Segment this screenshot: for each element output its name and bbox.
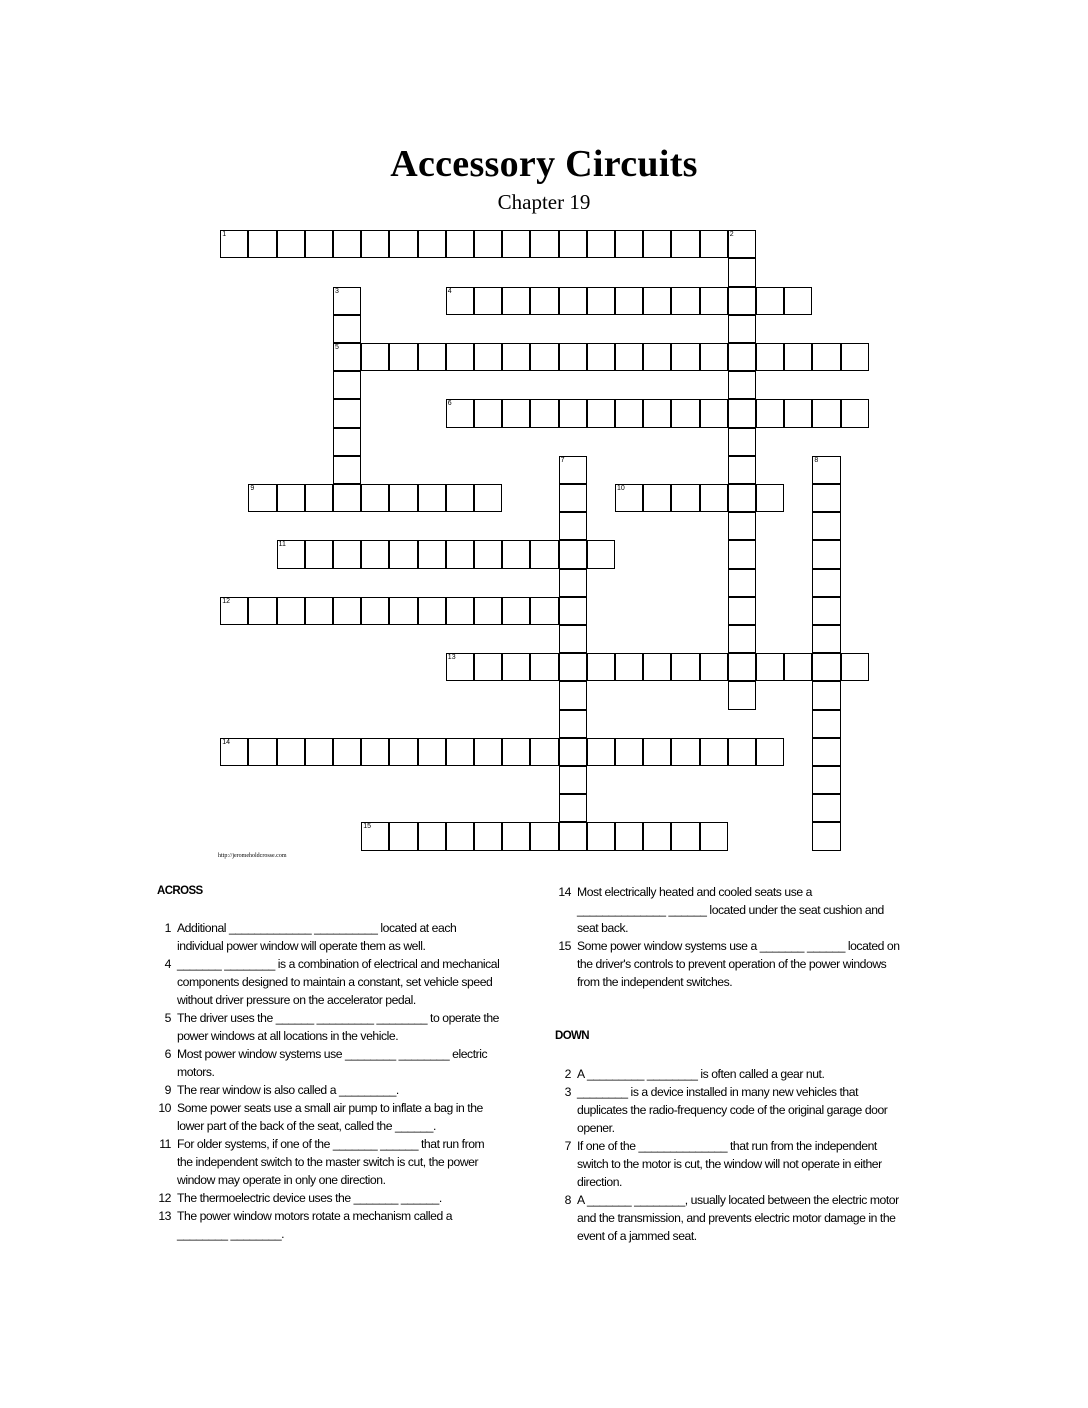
grid-cell[interactable] xyxy=(728,258,756,286)
grid-cell[interactable] xyxy=(812,512,840,540)
grid-cell[interactable] xyxy=(305,597,333,625)
grid-cell[interactable] xyxy=(728,540,756,568)
clue-item-text: The driver uses the ______ _________ ________ to operate the power windows at all locations in the vehicle. xyxy=(177,1011,499,1043)
grid-cell[interactable] xyxy=(418,484,446,512)
grid-cell[interactable] xyxy=(643,653,671,681)
grid-cell[interactable] xyxy=(559,822,587,850)
grid-cell[interactable] xyxy=(248,597,276,625)
grid-cell[interactable] xyxy=(248,484,276,512)
clue-number: 8 xyxy=(814,456,819,464)
grid-cell[interactable] xyxy=(812,597,840,625)
clue-item-number: 3 xyxy=(564,1085,571,1099)
down-heading: DOWN xyxy=(555,1030,590,1042)
grid-cell[interactable] xyxy=(756,484,784,512)
clue-item-number: 2 xyxy=(564,1067,571,1081)
grid-cell[interactable] xyxy=(671,822,699,850)
grid-cell[interactable] xyxy=(530,653,558,681)
clue-item xyxy=(155,1081,500,1099)
grid-cell[interactable] xyxy=(389,597,417,625)
grid-cell[interactable] xyxy=(812,822,840,850)
grid-cell[interactable] xyxy=(502,653,530,681)
clue-item xyxy=(155,1207,500,1243)
clue-number: 14 xyxy=(222,738,230,746)
clue-item-number: 1 xyxy=(164,921,171,935)
grid-cell[interactable] xyxy=(474,597,502,625)
grid-cell[interactable] xyxy=(615,653,643,681)
grid-cell[interactable] xyxy=(474,343,502,371)
grid-cell[interactable] xyxy=(361,343,389,371)
grid-cell[interactable] xyxy=(671,484,699,512)
grid-cell[interactable] xyxy=(502,287,530,315)
grid-cell[interactable] xyxy=(671,343,699,371)
grid-cell[interactable] xyxy=(446,399,474,427)
grid-cell[interactable] xyxy=(418,822,446,850)
grid-cell[interactable] xyxy=(812,794,840,822)
grid-cell[interactable] xyxy=(333,597,361,625)
grid-cell[interactable] xyxy=(446,484,474,512)
clue-item-text: Most power window systems use ________ ________ electric motors. xyxy=(177,1047,488,1079)
grid-cell[interactable] xyxy=(784,399,812,427)
clue-item xyxy=(155,919,500,955)
grid-cell[interactable] xyxy=(333,371,361,399)
grid-cell[interactable] xyxy=(615,738,643,766)
grid-cell[interactable] xyxy=(530,597,558,625)
grid-cell[interactable] xyxy=(812,738,840,766)
grid-cell[interactable] xyxy=(615,343,643,371)
grid-cell[interactable] xyxy=(474,822,502,850)
grid-cell[interactable] xyxy=(643,287,671,315)
grid-cell[interactable] xyxy=(559,597,587,625)
grid-cell[interactable] xyxy=(841,399,869,427)
grid-cell[interactable] xyxy=(700,822,728,850)
grid-cell[interactable] xyxy=(333,315,361,343)
grid-cell[interactable] xyxy=(700,399,728,427)
grid-cell[interactable] xyxy=(812,399,840,427)
clue-item xyxy=(555,1137,905,1191)
grid-cell[interactable] xyxy=(305,484,333,512)
grid-cell[interactable] xyxy=(812,710,840,738)
grid-cell[interactable] xyxy=(474,540,502,568)
clue-item xyxy=(155,1099,500,1135)
grid-cell[interactable] xyxy=(643,822,671,850)
grid-cell[interactable] xyxy=(559,484,587,512)
grid-cell[interactable] xyxy=(333,399,361,427)
grid-cell[interactable] xyxy=(728,625,756,653)
grid-cell[interactable] xyxy=(559,569,587,597)
grid-cell[interactable] xyxy=(389,343,417,371)
grid-cell[interactable] xyxy=(559,287,587,315)
clue-number: 13 xyxy=(447,654,456,662)
grid-cell[interactable] xyxy=(305,230,333,258)
clue-item-number: 13 xyxy=(158,1209,171,1223)
grid-cell[interactable] xyxy=(474,738,502,766)
grid-cell[interactable] xyxy=(559,710,587,738)
grid-cell[interactable] xyxy=(728,653,756,681)
grid-cell[interactable] xyxy=(361,597,389,625)
grid-cell[interactable] xyxy=(530,738,558,766)
grid-cell[interactable] xyxy=(587,540,615,568)
clue-item-number: 4 xyxy=(164,957,171,971)
grid-cell[interactable] xyxy=(643,738,671,766)
grid-cell[interactable] xyxy=(559,625,587,653)
clue-item xyxy=(155,1045,500,1081)
grid-cell[interactable] xyxy=(502,597,530,625)
grid-cell[interactable] xyxy=(700,343,728,371)
grid-cell[interactable] xyxy=(418,597,446,625)
grid-cell[interactable] xyxy=(502,343,530,371)
across-clues-continued xyxy=(555,883,900,991)
grid-cell[interactable] xyxy=(812,653,840,681)
clue-item-number: 7 xyxy=(564,1139,571,1153)
grid-cell[interactable] xyxy=(756,738,784,766)
grid-cell[interactable] xyxy=(728,738,756,766)
grid-cell[interactable] xyxy=(474,287,502,315)
grid-cell[interactable] xyxy=(728,512,756,540)
clue-number: 7 xyxy=(560,456,565,464)
clue-item xyxy=(155,1135,500,1189)
clue-item-number: 8 xyxy=(564,1193,571,1207)
grid-cell[interactable] xyxy=(728,230,756,258)
clue-item-number: 14 xyxy=(558,885,571,899)
grid-cell[interactable] xyxy=(333,484,361,512)
clue-item-number: 9 xyxy=(164,1083,171,1097)
grid-cell[interactable] xyxy=(643,230,671,258)
grid-cell[interactable] xyxy=(502,399,530,427)
grid-cell[interactable] xyxy=(559,681,587,709)
grid-cell[interactable] xyxy=(559,343,587,371)
clue-item-text: ________ is a device installed in many new vehicles that duplicates the radio-frequency code of the original garage door opener. xyxy=(577,1085,888,1135)
grid-cell[interactable] xyxy=(305,738,333,766)
grid-cell[interactable] xyxy=(418,230,446,258)
grid-cell[interactable] xyxy=(812,766,840,794)
grid-cell[interactable] xyxy=(756,653,784,681)
clue-item-number: 10 xyxy=(158,1101,171,1115)
clue-item-text: Most electrically heated and cooled seats use a ______________ ______ located under the seat cushion and seat back. xyxy=(577,885,884,935)
grid-cell[interactable] xyxy=(446,822,474,850)
grid-cell[interactable] xyxy=(333,287,361,315)
clue-item xyxy=(555,1083,905,1137)
grid-cell[interactable] xyxy=(446,738,474,766)
grid-cell[interactable] xyxy=(587,738,615,766)
grid-cell[interactable] xyxy=(728,399,756,427)
grid-cell[interactable] xyxy=(333,230,361,258)
source-url: http://jeromeholdcrosse.com xyxy=(218,853,287,859)
grid-cell[interactable] xyxy=(587,230,615,258)
clue-item-text: _______ ________ is a combination of electrical and mechanical components designed to maintain a constant, set vehicle speed without driver pressure on the accelerator pedal. xyxy=(177,957,500,1007)
grid-cell[interactable] xyxy=(812,484,840,512)
clue-item xyxy=(555,1191,905,1245)
grid-cell[interactable] xyxy=(530,287,558,315)
grid-cell[interactable] xyxy=(389,230,417,258)
clue-item-number: 15 xyxy=(558,939,571,953)
grid-cell[interactable] xyxy=(643,399,671,427)
clue-number: 2 xyxy=(729,231,734,239)
grid-cell[interactable] xyxy=(474,653,502,681)
grid-cell[interactable] xyxy=(812,456,840,484)
grid-cell[interactable] xyxy=(728,315,756,343)
grid-cell[interactable] xyxy=(333,343,361,371)
clue-number: 10 xyxy=(617,485,625,492)
grid-cell[interactable] xyxy=(446,540,474,568)
grid-cell[interactable] xyxy=(418,343,446,371)
grid-cell[interactable] xyxy=(812,343,840,371)
grid-cell[interactable] xyxy=(502,822,530,850)
across-heading: ACROSS xyxy=(157,885,203,897)
grid-cell[interactable] xyxy=(418,540,446,568)
grid-cell[interactable] xyxy=(389,540,417,568)
grid-cell[interactable] xyxy=(530,399,558,427)
grid-cell[interactable] xyxy=(559,399,587,427)
grid-cell[interactable] xyxy=(474,399,502,427)
grid-cell[interactable] xyxy=(559,540,587,568)
grid-cell[interactable] xyxy=(361,484,389,512)
grid-cell[interactable] xyxy=(812,540,840,568)
grid-cell[interactable] xyxy=(700,484,728,512)
grid-cell[interactable] xyxy=(559,738,587,766)
clue-item-number: 11 xyxy=(159,1137,171,1151)
grid-cell[interactable] xyxy=(277,597,305,625)
clue-item xyxy=(155,955,500,1009)
across-clues-list xyxy=(155,919,500,1243)
clue-number: 12 xyxy=(222,597,230,605)
grid-cell[interactable] xyxy=(277,230,305,258)
clue-item-text: Some power window systems use a _______ ______ located on the driver's controls to prevent operation of the power windows from the independent switches. xyxy=(577,939,900,989)
clue-item-text: Additional _____________ __________ located at each individual power window will operate them as well. xyxy=(177,921,457,953)
grid-cell[interactable] xyxy=(502,230,530,258)
grid-cell[interactable] xyxy=(700,287,728,315)
grid-cell[interactable] xyxy=(700,738,728,766)
clue-item xyxy=(155,1009,500,1045)
grid-cell[interactable] xyxy=(784,343,812,371)
grid-cell[interactable] xyxy=(389,822,417,850)
grid-cell[interactable] xyxy=(643,343,671,371)
puzzle-title: Accessory Circuits xyxy=(390,143,698,185)
clue-number: 6 xyxy=(447,400,452,408)
grid-cell[interactable] xyxy=(446,653,474,681)
clue-item-text: A _______ ________, usually located between the electric motor and the transmission, and prevents electric motor damage in the event of a jammed seat. xyxy=(577,1193,899,1243)
grid-cell[interactable] xyxy=(361,230,389,258)
grid-cell[interactable] xyxy=(812,625,840,653)
grid-cell[interactable] xyxy=(812,681,840,709)
grid-cell[interactable] xyxy=(700,230,728,258)
clue-item-number: 12 xyxy=(158,1191,171,1205)
grid-cell[interactable] xyxy=(305,540,333,568)
grid-cell[interactable] xyxy=(671,287,699,315)
grid-cell[interactable] xyxy=(277,484,305,512)
grid-cell[interactable] xyxy=(333,456,361,484)
clue-item-text: The thermoelectric device uses the _______ ______. xyxy=(177,1191,442,1205)
grid-cell[interactable] xyxy=(361,738,389,766)
grid-cell[interactable] xyxy=(220,230,248,258)
grid-cell[interactable] xyxy=(587,343,615,371)
grid-cell[interactable] xyxy=(812,569,840,597)
grid-cell[interactable] xyxy=(220,597,248,625)
grid-cell[interactable] xyxy=(587,653,615,681)
clue-number: 9 xyxy=(250,485,255,492)
clue-item-text: Some power seats use a small air pump to inflate a bag in the lower part of the back of the seat, called the ______. xyxy=(177,1101,483,1133)
grid-cell[interactable] xyxy=(502,738,530,766)
clue-number: 3 xyxy=(335,287,339,295)
clue-item-text: If one of the ______________ that run from the independent switch to the motor is cut, the window will not operate in either direction. xyxy=(577,1139,882,1189)
grid-cell[interactable] xyxy=(728,428,756,456)
grid-cell[interactable] xyxy=(841,343,869,371)
grid-cell[interactable] xyxy=(728,681,756,709)
grid-cell[interactable] xyxy=(248,230,276,258)
grid-cell[interactable] xyxy=(587,399,615,427)
grid-cell[interactable] xyxy=(615,230,643,258)
grid-cell[interactable] xyxy=(446,287,474,315)
clue-item-text: For older systems, if one of the _______ ______ that run from the independent switch to the master switch is cut, the power window may operate in only one direction. xyxy=(177,1137,485,1187)
grid-cell[interactable] xyxy=(333,738,361,766)
grid-cell[interactable] xyxy=(333,428,361,456)
grid-cell[interactable] xyxy=(474,230,502,258)
grid-cell[interactable] xyxy=(559,456,587,484)
grid-cell[interactable] xyxy=(756,287,784,315)
grid-cell[interactable] xyxy=(728,597,756,625)
grid-cell[interactable] xyxy=(728,371,756,399)
grid-cell[interactable] xyxy=(756,399,784,427)
grid-cell[interactable] xyxy=(728,456,756,484)
grid-cell[interactable] xyxy=(389,484,417,512)
grid-cell[interactable] xyxy=(530,343,558,371)
clue-number: 11 xyxy=(278,541,286,549)
grid-cell[interactable] xyxy=(671,399,699,427)
down-clues-list xyxy=(555,1065,905,1245)
grid-cell[interactable] xyxy=(559,766,587,794)
clue-number: 1 xyxy=(222,231,227,239)
clue-item-text: A _________ ________ is often called a gear nut. xyxy=(577,1067,825,1081)
grid-cell[interactable] xyxy=(502,540,530,568)
grid-cell[interactable] xyxy=(446,597,474,625)
grid-cell[interactable] xyxy=(474,484,502,512)
grid-cell[interactable] xyxy=(587,822,615,850)
grid-cell[interactable] xyxy=(587,287,615,315)
grid-cell[interactable] xyxy=(615,822,643,850)
grid-cell[interactable] xyxy=(559,653,587,681)
grid-cell[interactable] xyxy=(446,343,474,371)
grid-cell[interactable] xyxy=(389,738,417,766)
grid-cell[interactable] xyxy=(784,653,812,681)
grid-cell[interactable] xyxy=(530,230,558,258)
clue-item-number: 5 xyxy=(164,1011,171,1025)
grid-cell[interactable] xyxy=(728,569,756,597)
grid-cell[interactable] xyxy=(361,540,389,568)
grid-cell[interactable] xyxy=(728,343,756,371)
grid-cell[interactable] xyxy=(728,484,756,512)
grid-cell[interactable] xyxy=(333,540,361,568)
grid-cell[interactable] xyxy=(220,738,248,766)
grid-cell[interactable] xyxy=(615,484,643,512)
grid-cell[interactable] xyxy=(559,794,587,822)
puzzle-subtitle: Chapter 19 xyxy=(497,190,591,214)
grid-cell[interactable] xyxy=(728,287,756,315)
grid-cell[interactable] xyxy=(615,287,643,315)
grid-cell[interactable] xyxy=(277,540,305,568)
grid-cell[interactable] xyxy=(643,484,671,512)
grid-cell[interactable] xyxy=(361,822,389,850)
grid-cell[interactable] xyxy=(671,653,699,681)
clue-item-number: 6 xyxy=(164,1047,171,1061)
grid-cell[interactable] xyxy=(530,540,558,568)
grid-cell[interactable] xyxy=(671,230,699,258)
grid-cell[interactable] xyxy=(841,653,869,681)
grid-cell[interactable] xyxy=(559,230,587,258)
clue-item xyxy=(555,883,900,937)
grid-cell[interactable] xyxy=(248,738,276,766)
grid-cell[interactable] xyxy=(559,512,587,540)
clue-number: 15 xyxy=(363,823,371,831)
clue-number: 5 xyxy=(335,344,339,351)
grid-cell[interactable] xyxy=(446,230,474,258)
clue-item xyxy=(155,1189,500,1207)
clue-item xyxy=(555,1065,905,1083)
clue-number: 4 xyxy=(447,287,452,295)
grid-cell[interactable] xyxy=(700,653,728,681)
grid-cell[interactable] xyxy=(784,287,812,315)
grid-cell[interactable] xyxy=(756,343,784,371)
grid-cell[interactable] xyxy=(418,738,446,766)
clue-item xyxy=(555,937,900,991)
clue-item-text: The rear window is also called a _________. xyxy=(177,1083,399,1097)
clue-item-text: The power window motors rotate a mechanism called a ________ ________. xyxy=(177,1209,453,1241)
grid-cell[interactable] xyxy=(615,399,643,427)
grid-cell[interactable] xyxy=(277,738,305,766)
grid-cell[interactable] xyxy=(530,822,558,850)
grid-cell[interactable] xyxy=(671,738,699,766)
